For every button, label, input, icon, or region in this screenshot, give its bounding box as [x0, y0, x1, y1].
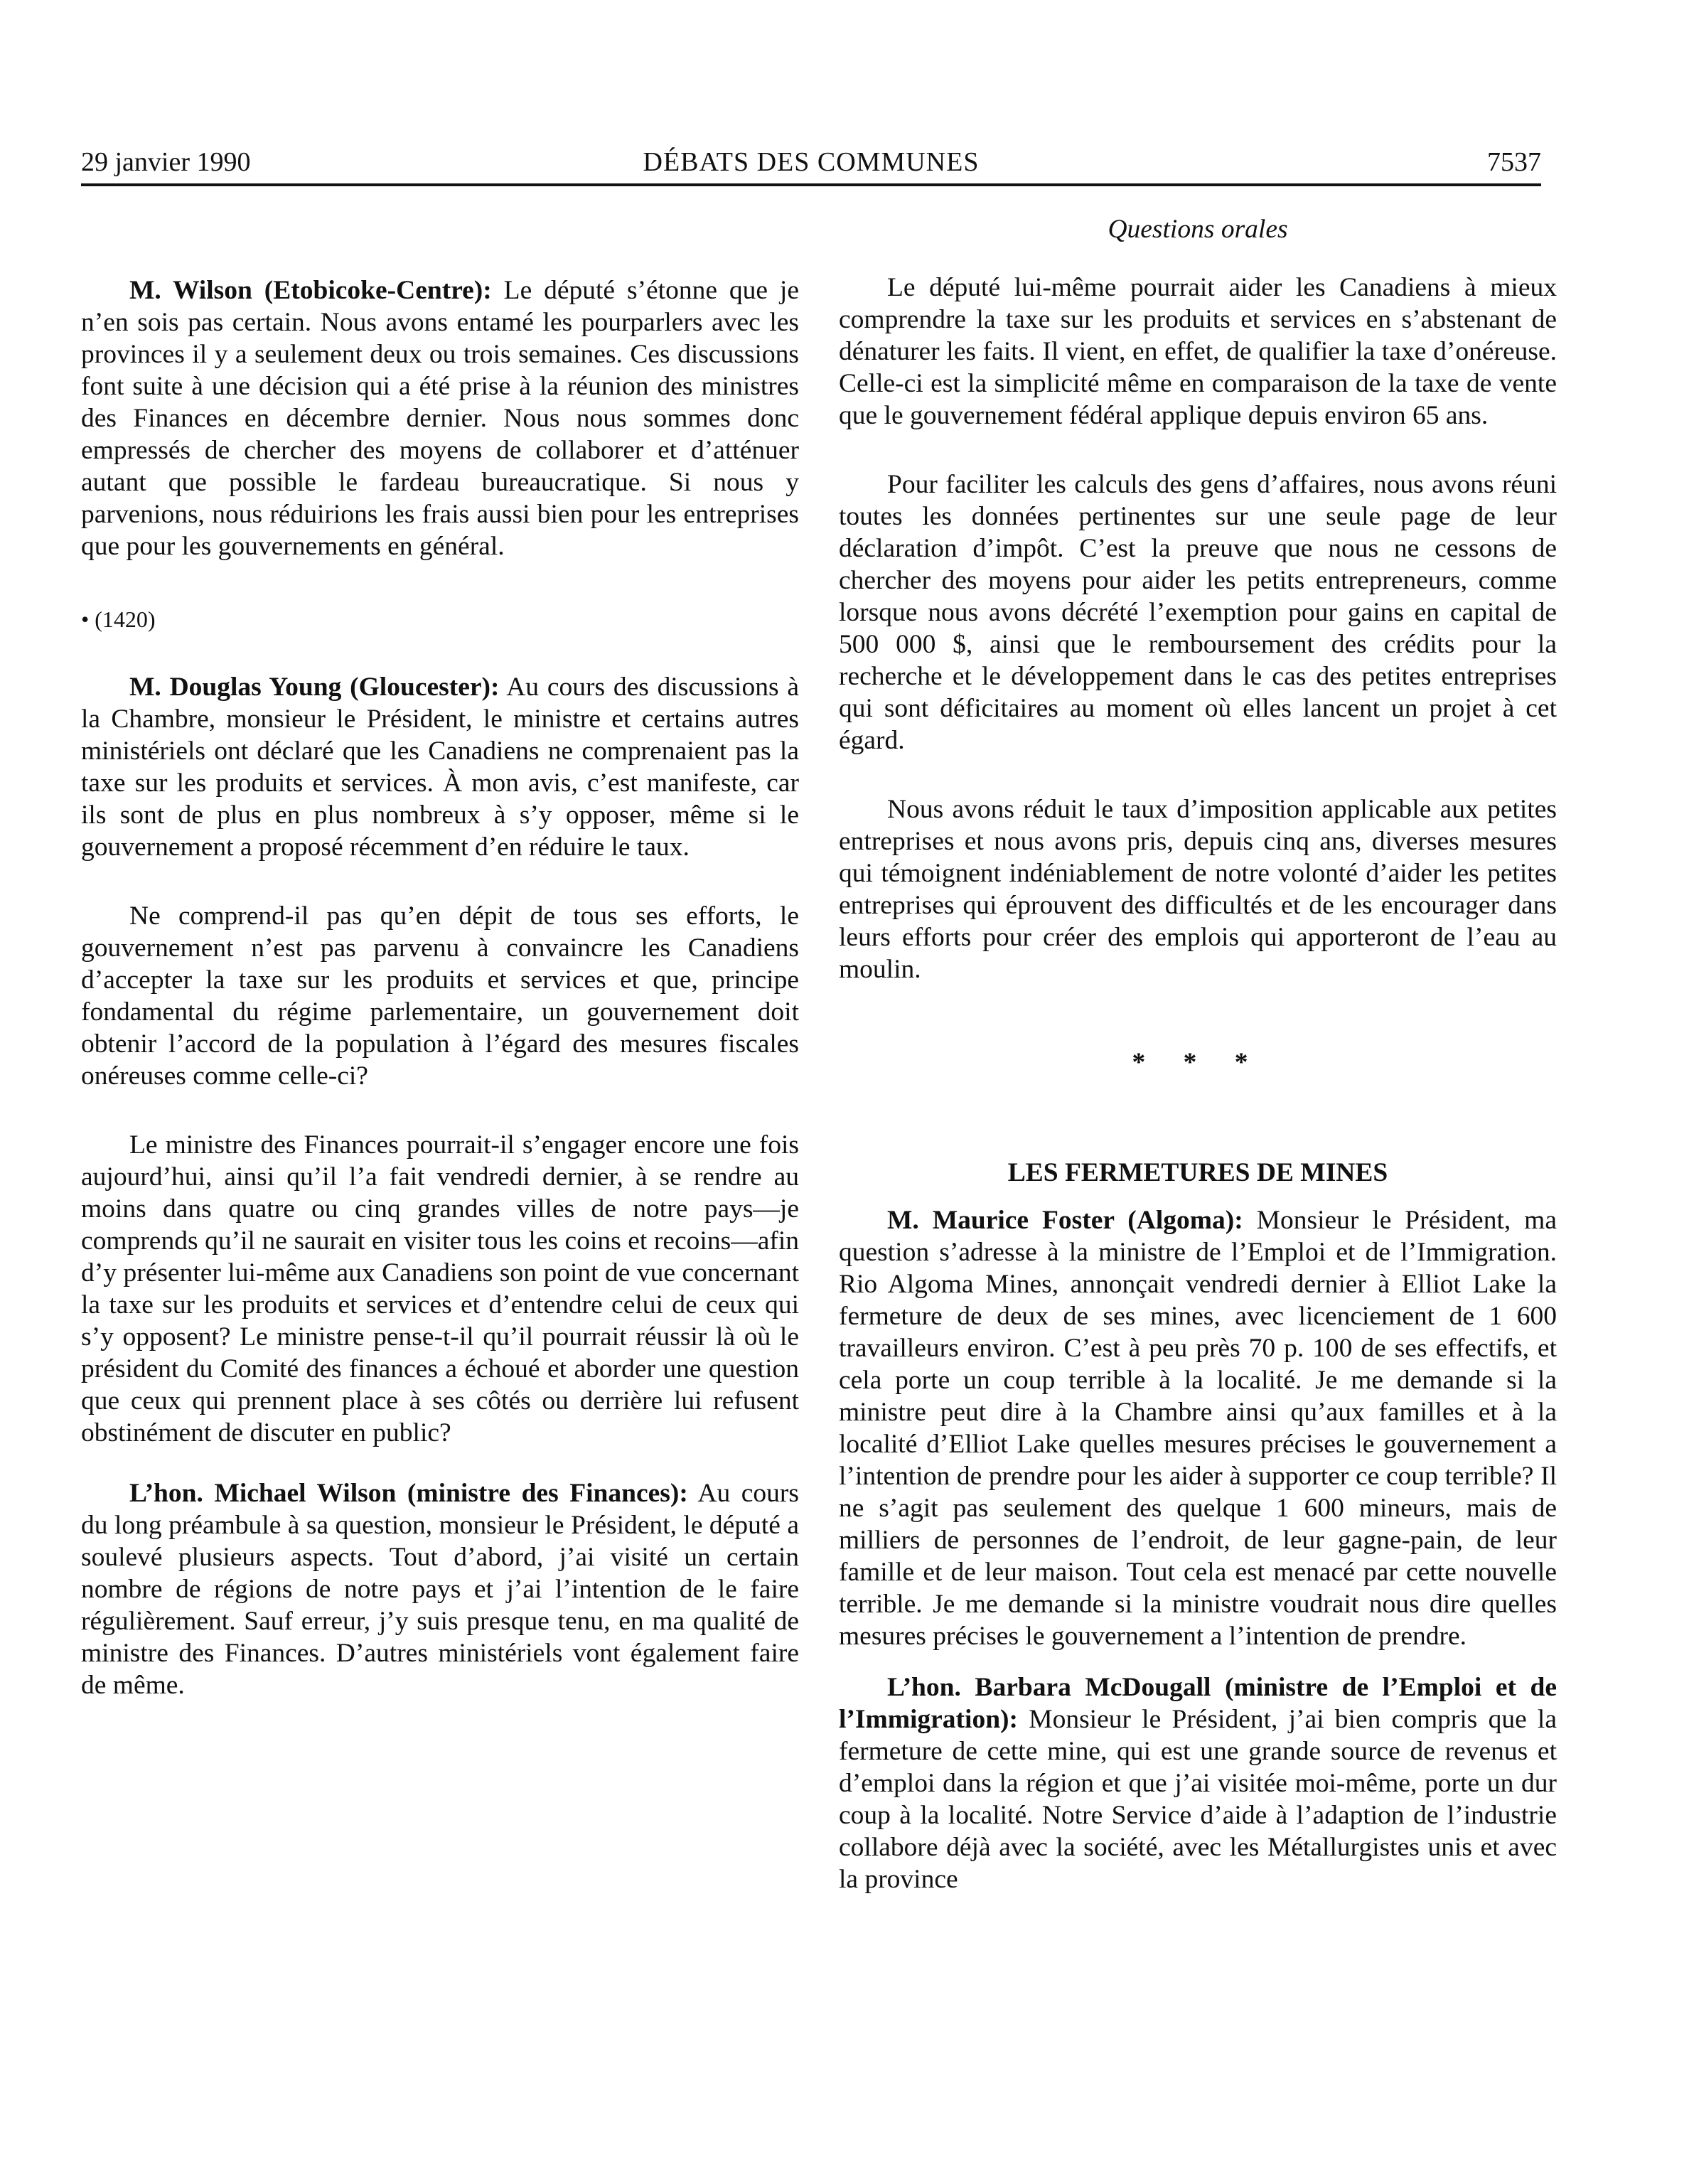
- publication-title: DÉBATS DES COMMUNES: [643, 147, 980, 177]
- paragraph: Le député lui-même pourrait aider les Canadiens à mieux comprendre la taxe sur les produits et services en s’abstenant de dénaturer les faits. Il vient, en effet, de qualifier la taxe d’onéreuse. Celle-ci est la simplicité même en comparaison de la taxe de vente que le gouvernement fédéral applique depuis environ 65 ans.: [839, 273, 1557, 430]
- right-column: [839, 213, 1557, 1895]
- speaker-name: L’hon. Barbara McDougall (ministre de l’Emploi et de l’Immigration):: [839, 1673, 1557, 1734]
- page-header: [81, 142, 1541, 182]
- paragraph: [839, 1671, 1557, 1895]
- speaker-name: M. Douglas Young (Gloucester):: [129, 673, 500, 702]
- section-title: LES FERMETURES DE MINES: [1007, 1158, 1388, 1187]
- page-number: 7537: [1487, 147, 1541, 177]
- running-head: Questions orales: [1108, 215, 1288, 244]
- speech-text: Au cours du long préambule à sa question, monsieur le Président, le député a soulevé plusieurs aspects. Tout d’abord, j’ai visité un certain nombre de régions de notre pays et j’ai l’intention de le faire régulièrement. Sauf erreur, j’y suis presque tenu, en ma qualité de ministre des Finances. D’autres ministériels vont également faire de même.: [81, 1479, 799, 1700]
- paragraph: [81, 274, 799, 562]
- header-rule: [81, 183, 1541, 186]
- paragraph: Pour faciliter les calculs des gens d’affaires, nous avons réuni toutes les données pertinentes sur une seule page de leur déclaration d’impôt. C’est la preuve que nous ne cessons de chercher des moyens pour aider les petits entrepreneurs, comme lorsque nous avons décrété l’exemption pour gains en capital de 500 000 $, ainsi que le remboursement des crédits pour la recherche et le développement dans le cas des petites entreprises qui sont déficitaires au moment où elles lancent un projet à cet égard.: [839, 470, 1557, 755]
- speech-text: Monsieur le Président, j’ai bien compris que la fermeture de cette mine, qui est une grande source de revenus et d’emploi dans la région et que j’ai visitée moi-même, porte un dur coup à la localité. Notre Service d’aide à l’adaption de l’industrie collabore déjà avec la société, avec les Métallurgistes unis et avec la province: [839, 1705, 1557, 1894]
- paragraph: Nous avons réduit le taux d’imposition applicable aux petites entreprises et nous avons pris, depuis cinq ans, diverses mesures qui témoignent indéniablement de notre volonté d’aider les petites entreprises qui éprouvent des difficultés et de les encourager dans leurs efforts pour créer des emplois qui apporteront de l’eau au moulin.: [839, 795, 1557, 984]
- header-date: 29 janvier 1990: [81, 147, 251, 177]
- speech-text: Monsieur le Président, ma question s’adresse à la ministre de l’Emploi et de l’Immigration. Rio Algoma Mines, annonçait vendredi dernier à Elliot Lake la fermeture de deux de ses mines, avec licenciement de 1 600 travailleurs environ. C’est à peu près 70 p. 100 de ses effectifs, et cela porte un coup terrible à la localité. Je me demande si la ministre peut dire à la Chambre ainsi qu’aux familles et à la localité d’Elliot Lake quelles mesures précises le gouvernement a l’intention de prendre pour les aider à supporter ce coup terrible? Il ne s’agit pas seulement des quelque 1 600 mineurs, mais de milliers de personnes de l’endroit, de leur gagne-pain, de leur famille et de leur maison. Tout cela est menacé par cette nouvelle terrible. Je me demande si la ministre voudrait nous dire quelles mesures précises le gouvernement a l’intention de prendre.: [839, 1206, 1557, 1651]
- paragraph: Ne comprend-il pas qu’en dépit de tous ses efforts, le gouvernement n’est pas parvenu à convaincre les Canadiens d’accepter la taxe sur les produits et services et que, principe fondamental du régime parlementaire, un gouvernement doit obtenir l’accord de la population à l’égard des mesures fiscales onéreuses comme celle-ci?: [81, 901, 799, 1091]
- speech-text: Le député s’étonne que je n’en sois pas certain. Nous avons entamé les pourparlers avec les provinces il y a seulement deux ou trois semaines. Ces discussions font suite à une décision qui a été prise à la réunion des ministres des Finances en décembre dernier. Nous nous sommes donc empressés de chercher des moyens de collaborer et d’atténuer autant que possible le fardeau bureaucratique. Si nous y parvenions, nous réduirions les frais aussi bien pour les entreprises que pour les gouvernements en général.: [81, 276, 799, 561]
- speaker-name: L’hon. Michael Wilson (ministre des Finances):: [129, 1479, 688, 1508]
- time-marker: • (1420): [81, 606, 156, 632]
- section-separator: * * *: [1132, 1048, 1264, 1077]
- speech-text: Au cours des discussions à la Chambre, monsieur le Président, le ministre et certains autres ministériels ont déclaré que les Canadiens ne comprenaient pas la taxe sur les produits et services. À mon avis, c’est manifeste, car ils sont de plus en plus nombreux à s’y opposer, même si le gouvernement a proposé récemment d’en réduire le taux.: [81, 673, 799, 862]
- speaker-name: M. Wilson (Etobicoke-Centre):: [129, 276, 492, 305]
- paragraph: [81, 1477, 799, 1701]
- paragraph: [839, 1204, 1557, 1652]
- speaker-name: M. Maurice Foster (Algoma):: [887, 1206, 1243, 1235]
- paragraph: [81, 671, 799, 863]
- left-column: [81, 213, 799, 1701]
- paragraph: Le ministre des Finances pourrait-il s’engager encore une fois aujourd’hui, ainsi qu’il l’a fait vendredi dernier, à se rendre au moins dans quatre ou cinq grandes villes de notre pays—je comprends qu’il ne saurait en visiter tous les coins et recoins—afin d’y présenter lui-même aux Canadiens son point de vue concernant la taxe sur les produits et services et d’entendre celui de ceux qui s’y opposent? Le ministre pense-t-il qu’il pourrait réussir là où le président du Comité des finances a échoué et aborder une question que ceux qui prennent place à ses côtés ou derrière lui refusent obstinément de discuter en public?: [81, 1130, 799, 1447]
